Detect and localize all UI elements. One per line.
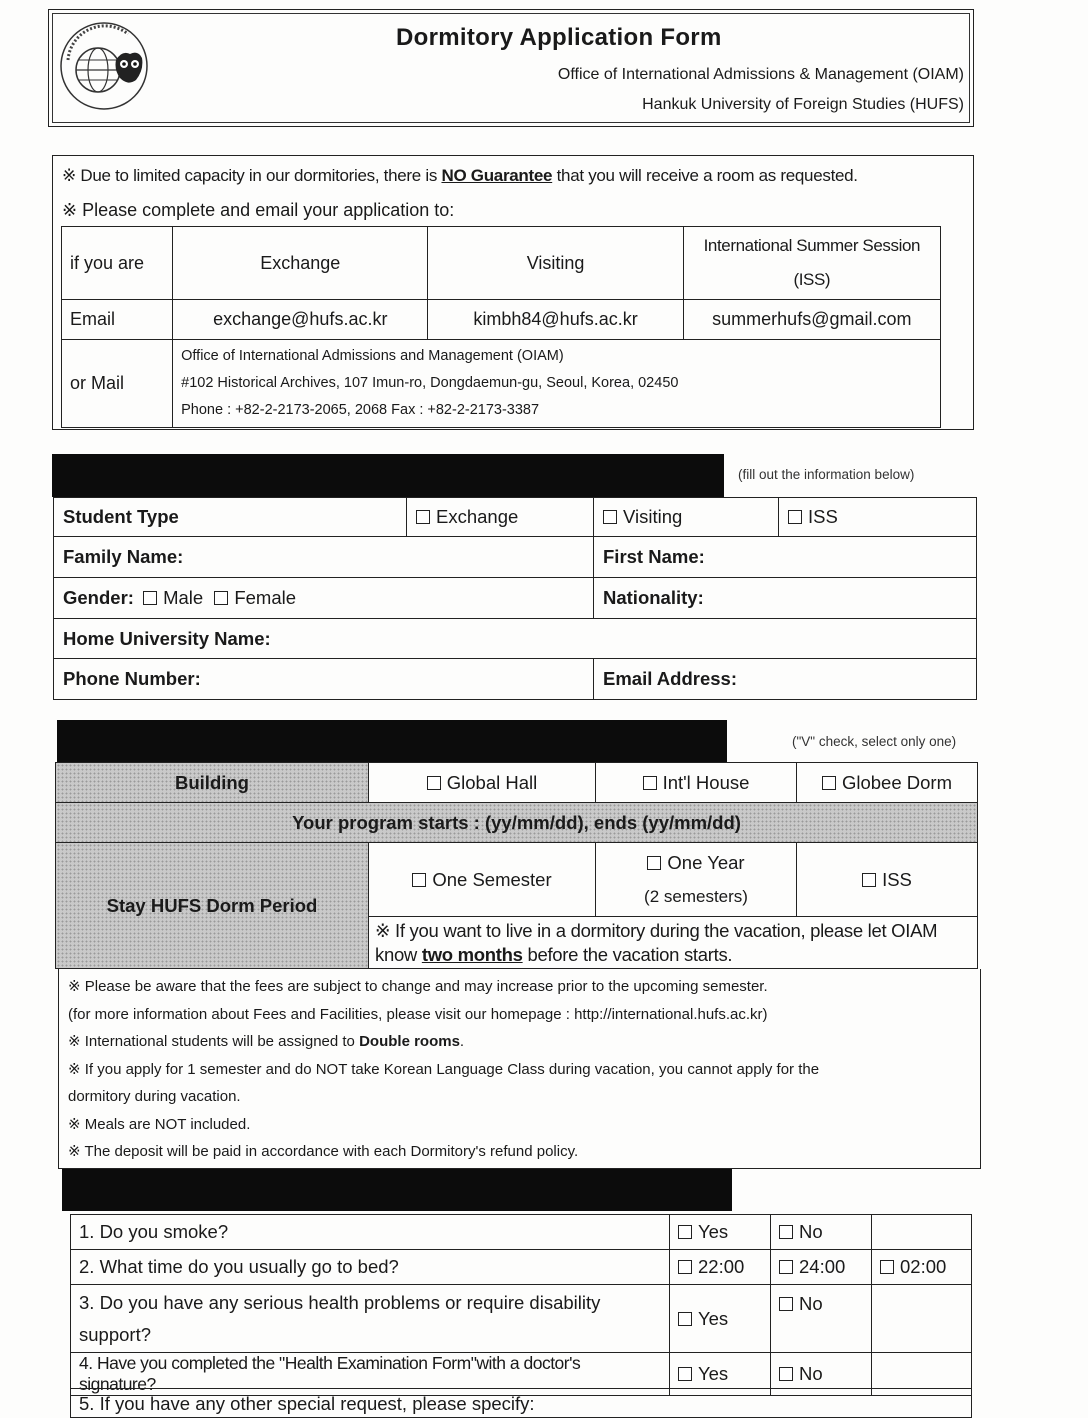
mailing-address: Office of International Admissions and Management (OIAM) #102 Historical Archives, 107 Imun-ro, Dongdaemun-gu, Seoul, Korea, 02450 Phone : +82-2-2173-2065, 2068 Fax : +82-2-2173-3387 (173, 340, 941, 428)
email-address-field[interactable]: Email Address: (594, 659, 977, 700)
period-iss[interactable]: ISS (797, 843, 978, 917)
health-yes[interactable]: Yes (670, 1285, 771, 1353)
fees-line-2: (for more information about Fees and Facilities, please visit our homepage : http://international.hufs.ac.kr) (68, 1005, 768, 1023)
checkbox-globee-dorm[interactable] (822, 776, 836, 790)
student-info-note: (fill out the information below) (738, 467, 915, 482)
checkbox-one-semester[interactable] (412, 873, 426, 887)
smoke-empty-cell (872, 1215, 972, 1250)
dorm-select-note: ("V" check, select only one) (792, 734, 957, 749)
checkbox-health-no[interactable] (779, 1297, 793, 1311)
question-health-exam: 4. Have you completed the "Health Examination Form"with a doctor's signature? (71, 1353, 670, 1396)
contact-table (61, 226, 941, 428)
row-label-email: Email (62, 300, 173, 340)
building-global-hall[interactable]: Global Hall (369, 763, 596, 803)
checkbox-iss[interactable] (788, 510, 802, 524)
exam-yes[interactable]: Yes (670, 1353, 771, 1396)
building-label: Building (56, 763, 369, 803)
student-type-exchange[interactable]: Exchange (407, 498, 594, 537)
fees-line-7: ※ The deposit will be paid in accordance with each Dormitory's refund policy. (68, 1143, 579, 1160)
checkbox-global-hall[interactable] (427, 776, 441, 790)
building-globee-dorm[interactable]: Globee Dorm (797, 763, 978, 803)
double-rooms-emphasis: Double rooms (359, 1033, 460, 1050)
office-name: Office of International Admissions & Management (OIAM) (557, 66, 964, 83)
row-label-mail: or Mail (62, 340, 173, 428)
checkbox-exam-yes[interactable] (678, 1367, 692, 1381)
exam-no[interactable]: No (771, 1353, 872, 1396)
checkbox-exam-no[interactable] (779, 1367, 793, 1381)
home-university-field[interactable]: Home University Name: (54, 619, 977, 659)
email-visiting: kimbh84@hufs.ac.kr (428, 300, 683, 340)
fees-line-6: ※ Meals are NOT included. (68, 1115, 251, 1133)
student-type-iss[interactable]: ISS (779, 498, 977, 537)
checkbox-exchange[interactable] (416, 510, 430, 524)
first-name-field[interactable]: First Name: (594, 537, 977, 578)
bedtime-0200[interactable]: 02:00 (872, 1250, 972, 1285)
checkbox-health-yes[interactable] (678, 1312, 692, 1326)
row-label-if-you-are: if you are (62, 227, 173, 300)
checkbox-one-year[interactable] (647, 856, 661, 870)
health-empty-cell (872, 1285, 972, 1353)
period-one-semester[interactable]: One Semester (369, 843, 596, 917)
question-bedtime: 2. What time do you usually go to bed? (71, 1250, 670, 1285)
dorm-table (55, 762, 978, 969)
nationality-field[interactable]: Nationality: (594, 578, 977, 619)
fees-notice-box (58, 969, 981, 1169)
checkbox-female[interactable] (214, 591, 228, 605)
type-visiting: Visiting (428, 227, 683, 300)
stay-period-label: Stay HUFS Dorm Period (56, 843, 369, 969)
smoke-no[interactable]: No (771, 1215, 872, 1250)
bedtime-2200[interactable]: 22:00 (670, 1250, 771, 1285)
fees-line-3: ※ International students will be assigned to Double rooms. (68, 1033, 465, 1050)
checkbox-male[interactable] (143, 591, 157, 605)
question-smoke: 1. Do you smoke? (71, 1215, 670, 1250)
smoke-yes[interactable]: Yes (670, 1215, 771, 1250)
question-special-request[interactable]: 5. If you have any other special request, please specify: (70, 1388, 972, 1418)
questions-table (70, 1214, 972, 1396)
no-guarantee-emphasis: NO Guarantee (441, 166, 553, 185)
student-info-section-bar (52, 454, 724, 497)
university-seal-logo (58, 20, 150, 112)
program-dates-field[interactable]: Your program starts : (yy/mm/dd), ends (yy/mm/dd) (56, 803, 978, 843)
checkbox-period-iss[interactable] (862, 873, 876, 887)
student-type-label: Student Type (54, 498, 407, 537)
question-health: 3. Do you have any serious health problems or require disability support? (71, 1285, 670, 1353)
university-name: Hankuk University of Foreign Studies (HUFS) (642, 96, 964, 113)
checkbox-smoke-yes[interactable] (678, 1225, 692, 1239)
form-title: Dormitory Application Form (396, 24, 722, 51)
type-exchange: Exchange (173, 227, 428, 300)
phone-number-field[interactable]: Phone Number: (54, 659, 594, 700)
type-iss: International Summer Session (ISS) (683, 227, 940, 300)
student-type-visiting[interactable]: Visiting (594, 498, 779, 537)
email-iss: summerhufs@gmail.com (683, 300, 940, 340)
health-no[interactable]: No (771, 1285, 872, 1353)
checkbox-smoke-no[interactable] (779, 1225, 793, 1239)
two-months-emphasis: two months (421, 943, 523, 965)
dorm-section-bar (57, 720, 727, 762)
gender-field: Gender: Male Female (54, 578, 594, 619)
fees-line-5: dormitory during vacation. (68, 1088, 241, 1105)
checkbox-intl-house[interactable] (643, 776, 657, 790)
student-info-table (53, 497, 977, 700)
checkbox-visiting[interactable] (603, 510, 617, 524)
bedtime-2400[interactable]: 24:00 (771, 1250, 872, 1285)
checkbox-2200[interactable] (678, 1260, 692, 1274)
checkbox-0200[interactable] (880, 1260, 894, 1274)
questions-section-bar (62, 1169, 732, 1211)
email-instruction: ※ Please complete and email your application to: (62, 200, 455, 220)
capacity-notice: ※ Due to limited capacity in our dormitories, there is NO Guarantee that you will receive a room as requested. (62, 166, 858, 185)
email-exchange: exchange@hufs.ac.kr (173, 300, 428, 340)
checkbox-2400[interactable] (779, 1260, 793, 1274)
vacation-note: ※ If you want to live in a dormitory during the vacation, please let OIAM know two months before the vacation starts. (369, 917, 978, 969)
fees-line-4: ※ If you apply for 1 semester and do NOT take Korean Language Class during vacation, you cannot apply for the (68, 1060, 820, 1078)
period-one-year[interactable]: One Year (2 semesters) (596, 843, 797, 917)
building-intl-house[interactable]: Int'l House (596, 763, 797, 803)
fees-line-1: ※ Please be aware that the fees are subject to change and may increase prior to the upcoming semester. (68, 978, 768, 995)
family-name-field[interactable]: Family Name: (54, 537, 594, 578)
